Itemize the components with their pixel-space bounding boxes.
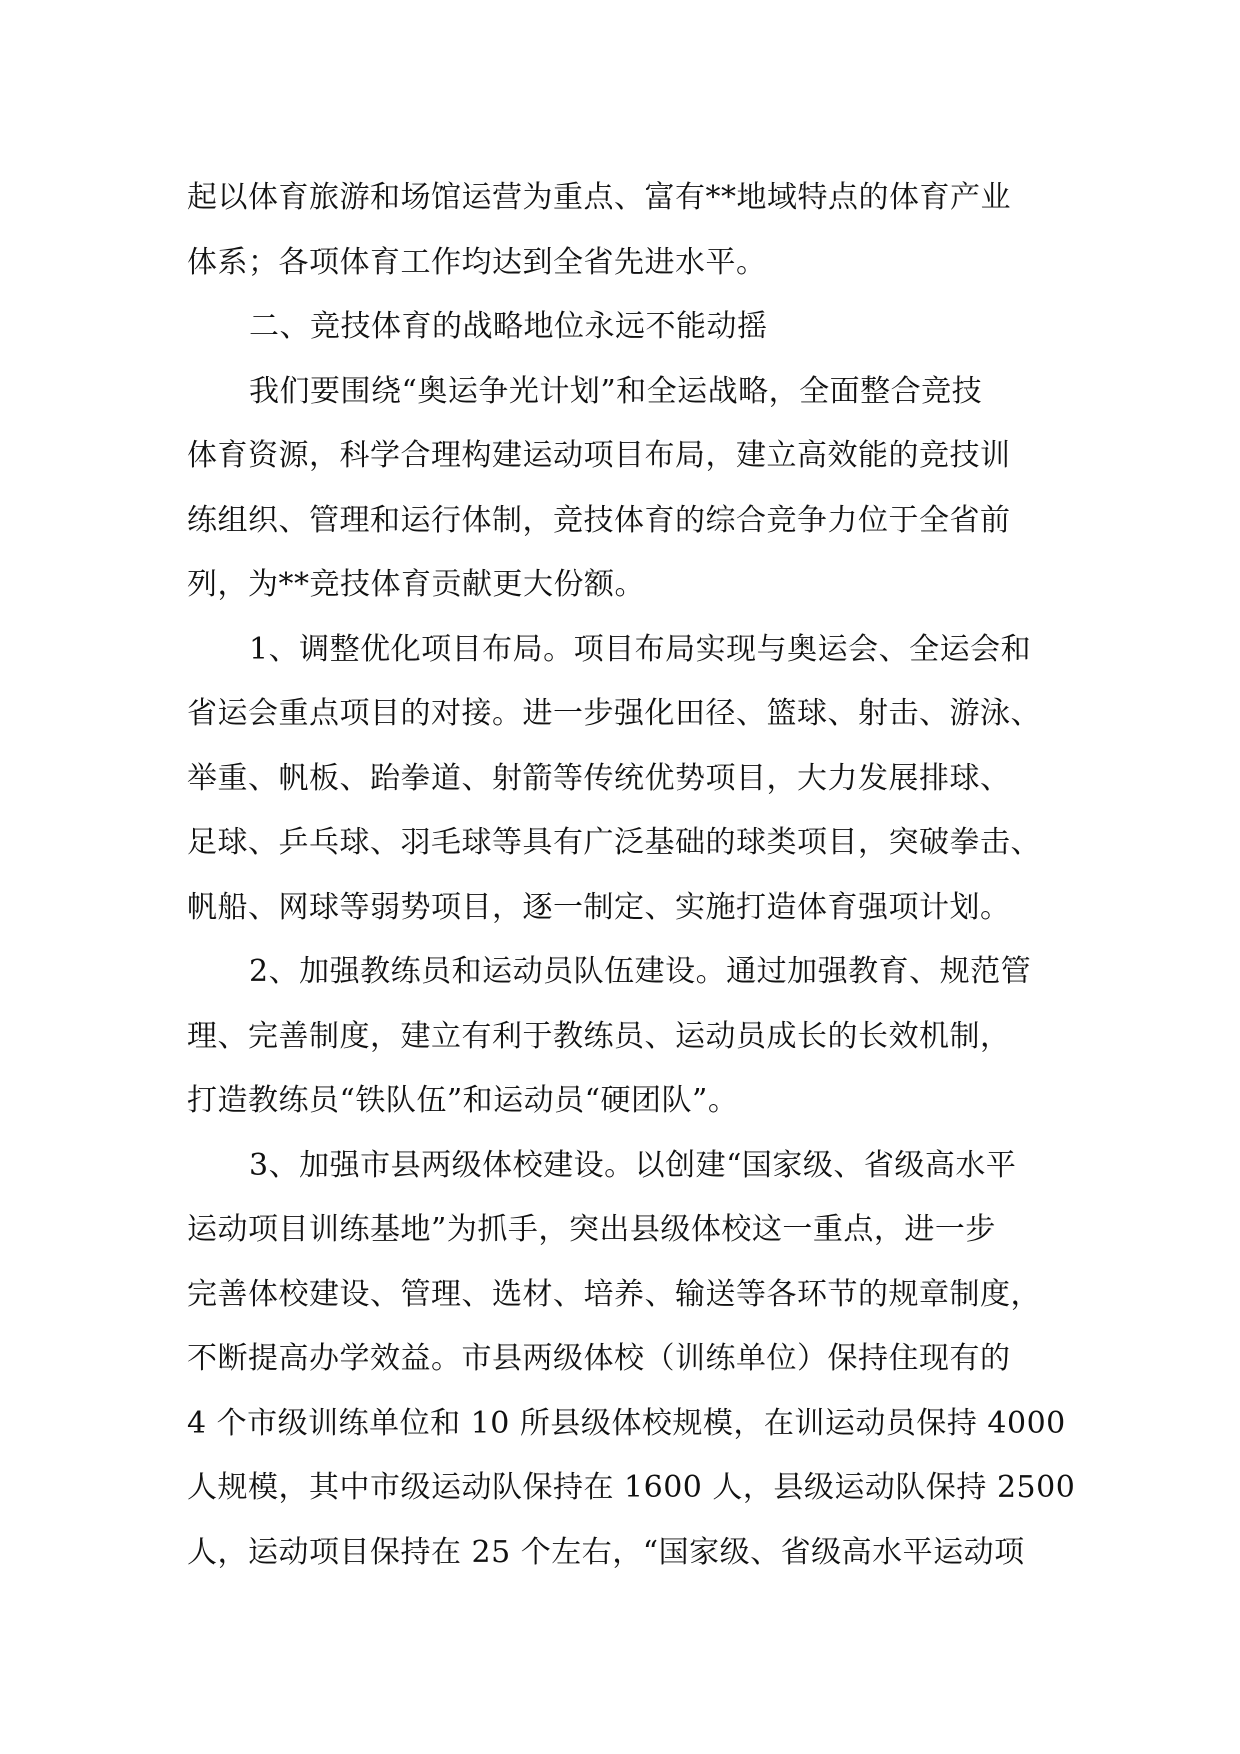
text-line: 足球、乒乓球、羽毛球等具有广泛基础的球类项目，突破拳击、 (187, 825, 1041, 860)
text-line: 理、完善制度，建立有利于教练员、运动员成长的长效机制， (187, 1018, 1011, 1054)
text-line: 运动项目训练基地”为抓手，突出县级体校这一重点，进一步 (187, 1212, 996, 1247)
body-text (187, 166, 1087, 1585)
text-line: 体育资源，科学合理构建运动项目布局，建立高效能的竞技训 (187, 438, 1011, 473)
text-line: 省运会重点项目的对接。进一步强化田径、篮球、射击、游泳、 (187, 696, 1041, 731)
text-line: 1、调整优化项目布局。项目布局实现与奥运会、全运会和 (249, 631, 1032, 667)
text-line: 人规模，其中市级运动队保持在 1600 人，县级运动队保持 2500 (187, 1470, 1076, 1505)
text-line: 我们要围绕“奥运争光计划”和全运战略，全面整合竞技 (249, 373, 983, 409)
text-line: 3、加强市县两级体校建设。以创建“国家级、省级高水平 (249, 1147, 1017, 1183)
text-line: 起以体育旅游和场馆运营为重点、富有**地域特点的体育产业 (187, 180, 1011, 215)
text-line: 打造教练员“铁队伍”和运动员“硬团队”。 (187, 1083, 739, 1118)
text-line: 帆船、网球等弱势项目，逐一制定、实施打造体育强项计划。 (187, 889, 1011, 925)
text-line: 完善体校建设、管理、选材、培养、输送等各环节的规章制度， (187, 1276, 1041, 1312)
text-line: 练组织、管理和运行体制，竞技体育的综合竞争力位于全省前 (187, 502, 1011, 538)
text-line: 列，为**竞技体育贡献更大份额。 (187, 567, 645, 602)
section-heading: 二、竞技体育的战略地位永远不能动摇 (249, 309, 768, 344)
text-line: 不断提高办学效益。市县两级体校（训练单位）保持住现有的 (187, 1341, 1011, 1376)
text-line: 举重、帆板、跆拳道、射箭等传统优势项目，大力发展排球、 (187, 760, 1011, 796)
text-line: 4 个市级训练单位和 10 所县级体校规模，在训运动员保持 4000 (187, 1405, 1066, 1441)
text-line: 人，运动项目保持在 25 个左右，“国家级、省级高水平运动项 (187, 1534, 1025, 1570)
text-line: 体系；各项体育工作均达到全省先进水平。 (187, 244, 767, 280)
text-line: 2、加强教练员和运动员队伍建设。通过加强教育、规范管 (249, 954, 1032, 989)
